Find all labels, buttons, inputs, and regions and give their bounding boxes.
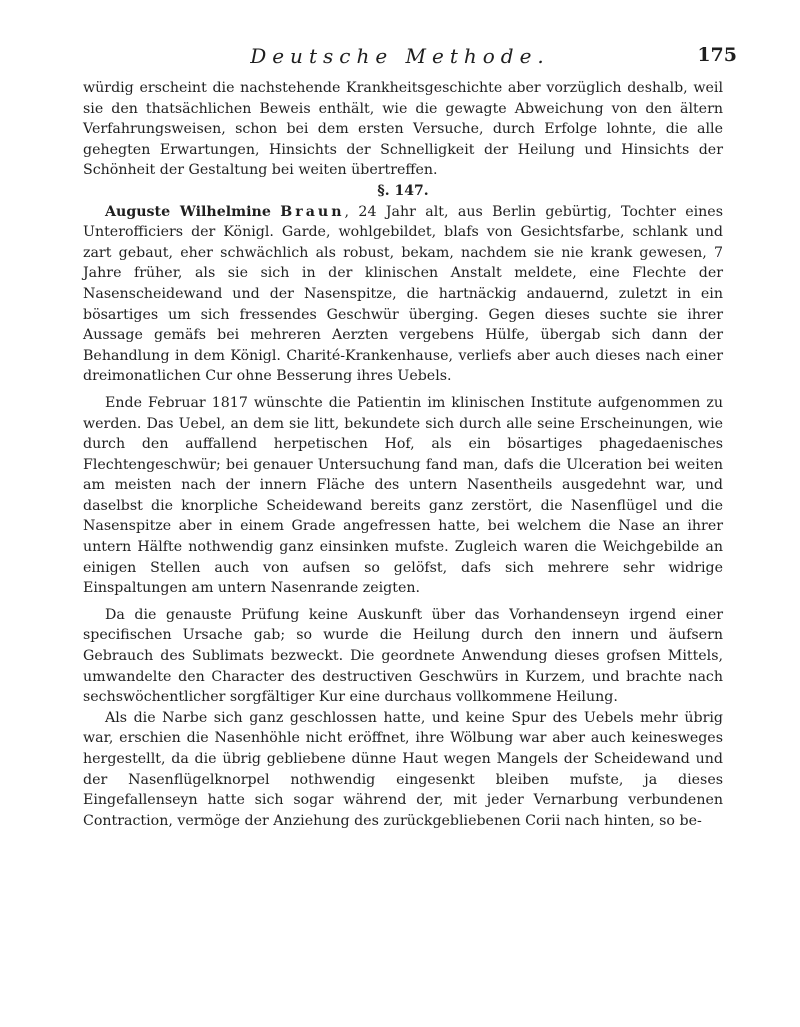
paragraph-2	[83, 202, 723, 387]
body-text	[83, 78, 723, 831]
patient-surname: Braun	[280, 203, 345, 220]
patient-first-names: Auguste Wilhelmine	[105, 203, 271, 220]
section-heading: §. 147.	[377, 182, 429, 199]
paragraph-2-text: , 24 Jahr alt, aus Berlin gebürtig, Tochter eines Unterofficiers der Königl. Garde, wohlgebildet, blafs von Gesichtsfarbe, schlank und zart gebaut, eher schwächlich als robust, bekam, nachdem sie nie krank gewesen, 7 Jahre früher, als sie sich in der klinischen Anstalt meldete, eine Flechte der Nasenscheidewand und der Nasenspitze, die hartnäckig andauernd, zuletzt in ein bösartiges um sich fressendes Geschwür überging. Gegen dieses suchte sie ihrer Aussage gemäfs bei mehreren Aerzten vergebens Hülfe, übergab sich dann der Behandlung in dem Königl. Charité-Krankenhause, verliefs aber auch dieses nach einer dreimonatlichen Cur ohne Besserung ihres Uebels.	[83, 203, 723, 385]
paragraph-5: Als die Narbe sich ganz geschlossen hatte, und keine Spur des Uebels mehr übrig war, erschien die Nasenhöhle nicht eröffnet, ihre Wölbung war aber auch keinesweges hergestellt, da die übrig gebliebene dünne Haut wegen Mangels der Scheidewand und der Nasenflügelknorpel nothwendig eingesenkt bleiben mufste, ja dieses Eingefallenseyn hatte sich sogar während der, mit jeder Vernarbung verbundenen Contraction, vermöge der Anziehung des zurückgebliebenen Corii nach hinten, so be-	[83, 709, 723, 829]
page-header	[0, 44, 800, 74]
paragraph-3: Ende Februar 1817 wünschte die Patientin im klinischen Institute aufgenommen zu werden. Das Uebel, an dem sie litt, bekundete sich durch alle seine Erscheinungen, wie durch den auffallend herpetischen Hof, als ein bösartiges phagedaenisches Flechtengeschwür; bei genauer Untersuchung fand man, dafs die Ulceration bei weiten am meisten nach der innern Fläche des untern Nasentheils ausgedehnt war, und daselbst die knorpliche Scheidewand bereits ganz zerstört, die Nasenflügel und die Nasenspitze aber in einem Grade angefressen hatte, bei welchem die Nase an ihrer untern Hälfte nothwendig ganz einsinken mufste. Zugleich waren die Weichgebilde an einigen Stellen auch von aufsen so gelöfst, dafs sich mehrere sehr widrige Einspaltungen am untern Nasenrande zeigten.	[83, 394, 723, 597]
page-number: 175	[697, 44, 737, 66]
running-title: Deutsche Methode.	[250, 44, 550, 68]
paragraph-4: Da die genauste Prüfung keine Auskunft über das Vorhandenseyn irgend einer specifischen Ursache gab; so wurde die Heilung durch den innern und äufsern Gebrauch des Sublimats bezweckt. Die geordnete Anwendung dieses grofsen Mittels, umwandelte den Character des destructiven Geschwürs in Kurzem, und brachte nach sechswöchentlicher sorgfältiger Kur eine durchaus vollkommene Heilung.	[83, 606, 723, 706]
paragraph-1: würdig erscheint die nachstehende Krankheitsgeschichte aber vorzüglich deshalb, weil sie den thatsächlichen Beweis enthält, wie die gewagte Abweichung von den ältern Verfahrungsweisen, schon bei dem ersten Versuche, durch Erfolge lohnte, die alle gehegten Erwartungen, Hinsichts der Schnelligkeit der Heilung und Hinsichts der Schönheit der Gestaltung bei weiten übertreffen.	[83, 80, 723, 179]
